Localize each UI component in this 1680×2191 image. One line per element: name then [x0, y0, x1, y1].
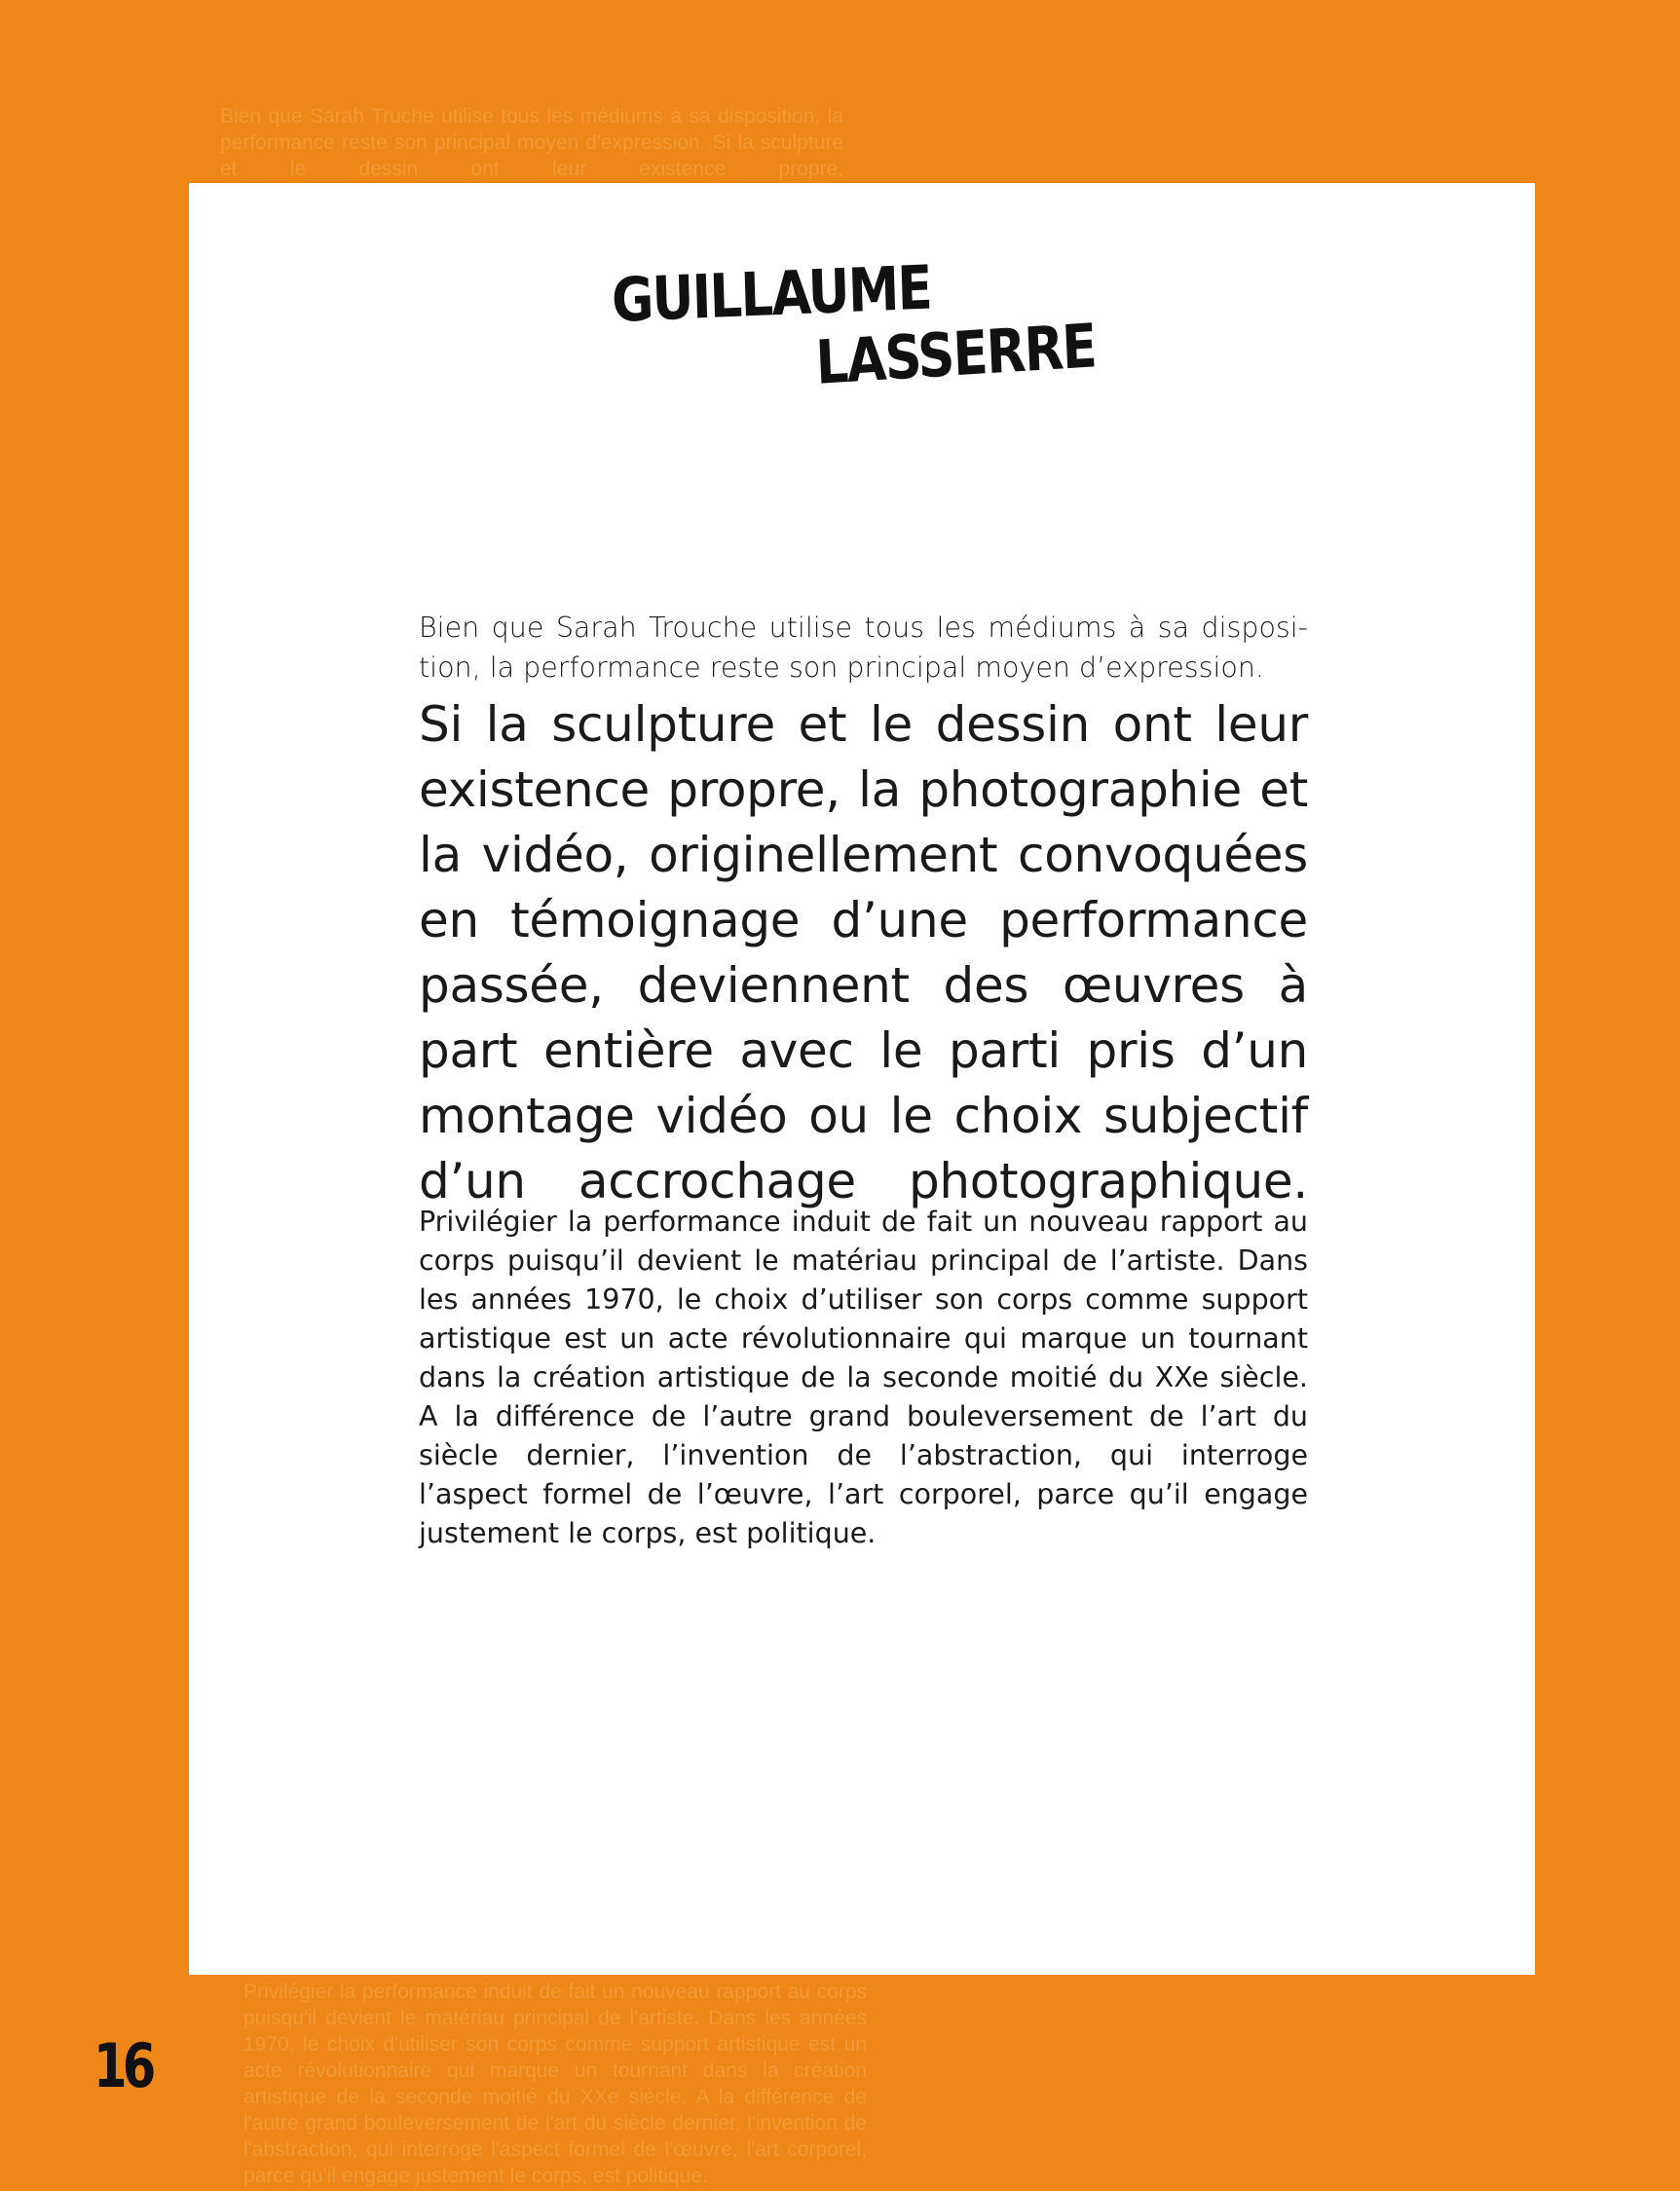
- ghost-text-top: Bien que Sarah Truche utilise tous les médiums à sa disposition, la performance reste son principal moyen d'expression. Si la sculpture et le dessin ont leur existence propre,: [220, 105, 843, 180]
- ghost-text-bottom: Privilégier la performance induit de fait un nouveau rapport au corps puisqu'il devient le matériau principal de l'artiste. Dans les années 1970, le choix d'utiliser son corps comme support artistique est un acte révolutionnaire qui marque un tournant dans la création artistique de la seconde moitié du XXe siècle. A la différence de l'autre grand bouleversement de l'art du siècle dernier, l'invention de l'abstraction, qui interroge l'aspect formel de l'œuvre, l'art corporel, parce qu'il engage justement le corps, est politique.: [243, 1981, 867, 2187]
- lead-paragraph: Si la sculpture et le dessin ont leur existence propre, la photographie et la vidéo, originellement convoquées en témoignage d’une performance passée, deviennent des œuvres à part entière avec le parti pris d’un montage vidéo ou le choix subjectif d’un accrochage photographique.: [419, 696, 1308, 1209]
- body-paragraph: Privilégier la performance induit de fait un nouveau rapport au corps puisqu’il devient le matériau principal de l’artiste. Dans les années 1970, le choix d’utiliser son corps comme support artistique est un acte révolutionnaire qui marque un tournant dans la création artistique de la seconde moitié du XXe siècle. A la différence de l’autre grand bouleversement de l’art du siècle dernier, l’invention de l’abstraction, qui interroge l’aspect formel de l’œuvre, l’art corporel, parce qu’il engage justement le corps, est politique.: [419, 1206, 1308, 1549]
- author-name-first: GUILLAUME: [611, 251, 932, 336]
- intro-paragraph: Bien que Sarah Trouche utilise tous les médiums à sa disposition, la performance reste son principal moyen d’expression.: [419, 612, 1308, 684]
- page-number: 16: [93, 2030, 152, 2101]
- white-page: [189, 183, 1535, 1975]
- author-name-last: LASSERRE: [814, 310, 1098, 398]
